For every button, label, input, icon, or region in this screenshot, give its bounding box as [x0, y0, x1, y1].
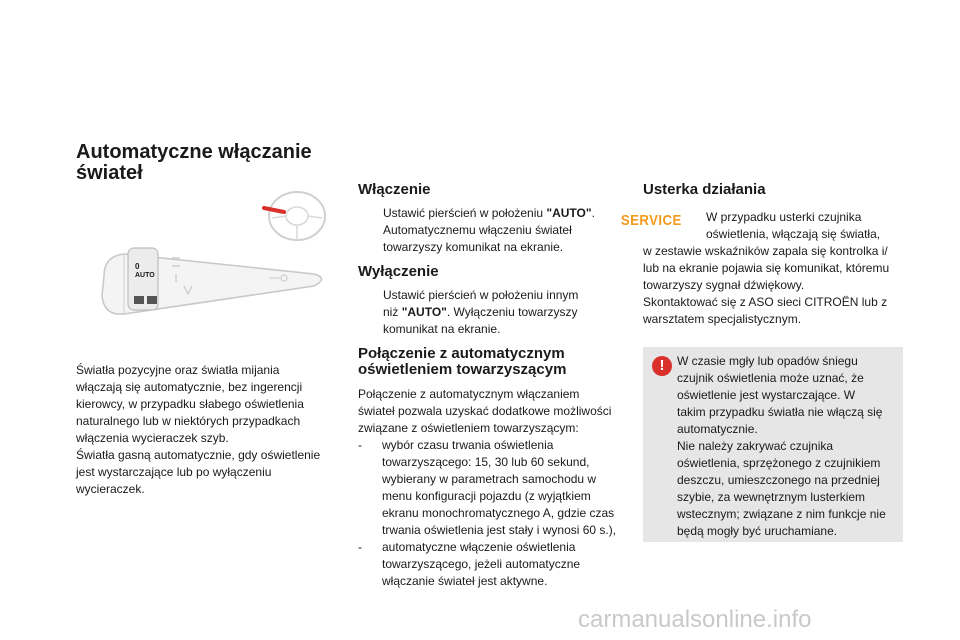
- polaczenie-intro-line: Połączenie z automatycznym włączaniem: [358, 387, 580, 401]
- dash-mark: -: [358, 438, 362, 452]
- usterka-short-text: [706, 209, 906, 243]
- usterka-text: [643, 243, 918, 328]
- wlaczenie-line-3: towarzyszy komunikat na ekranie.: [383, 240, 564, 254]
- service-warning-icon: SERVICE: [617, 209, 686, 233]
- light-stalk-illustration: [84, 186, 344, 336]
- usterka-line: oświetlenia, włączają się światła,: [706, 227, 881, 241]
- page-title-line-1: Automatyczne włączanie: [76, 141, 312, 163]
- left-line: naturalnego lub w niektórych przypadkach: [76, 414, 301, 428]
- usterka-line: warsztatem specjalistycznym.: [643, 312, 802, 326]
- warning-icon: !: [652, 356, 672, 376]
- dash-mark: -: [358, 540, 362, 554]
- stalk-label-auto: AUTO: [135, 272, 155, 279]
- wlaczenie-line-1: [383, 205, 618, 222]
- left-line: Światła gasną automatycznie, gdy oświetlenie: [76, 448, 321, 462]
- warning-line: czujnik oświetlenia może uznać, że: [677, 371, 864, 385]
- warning-line: takim przypadku światła nie włączą się: [677, 405, 883, 419]
- left-line: kierowcy, w przypadku słabego oświetlenia: [76, 397, 304, 411]
- left-line: jest wystarczające lub po wyłączeniu: [76, 465, 272, 479]
- item-line: trwania oświetlenia jest stały i wynosi 60 s.),: [382, 523, 617, 537]
- polaczenie-item-2-text: [382, 539, 622, 590]
- warning-line: będą mogły być uruchamiane.: [677, 524, 838, 538]
- warning-line: oświetlenia, sprzężonego z czujnikiem: [677, 456, 881, 470]
- heading-wylaczenie: Wyłączenie: [358, 263, 439, 280]
- heading-polaczenie-line-1: Połączenie z automatycznym: [358, 345, 565, 362]
- wlaczenie-text: [383, 205, 618, 256]
- item-line: menu konfiguracji pojazdu (z wyjątkiem: [382, 489, 591, 503]
- light-stalk-drawing: [84, 186, 344, 336]
- warning-text: [677, 353, 899, 540]
- wlaczenie-line-1-post: .: [591, 206, 595, 220]
- item-line: włączanie świateł jest aktywne.: [382, 574, 548, 588]
- wylaczenie-line-2-post: . Wyłączeniu towarzyszy: [446, 305, 578, 319]
- auto-label: "AUTO": [401, 305, 447, 319]
- warning-line: oświetlenie jest wystarczające. W: [677, 388, 856, 402]
- wlaczenie-bullet: [363, 205, 633, 257]
- left-line: włączają się automatycznie, bez ingerencji: [76, 380, 303, 394]
- item-line: wybierany w parametrach samochodu w: [382, 472, 597, 486]
- polaczenie-item-1-text: [382, 437, 622, 539]
- item-line: wybór czasu trwania oświetlenia: [382, 438, 554, 452]
- wlaczenie-line-1-pre: Ustawić pierścień w położeniu: [383, 206, 547, 220]
- wylaczenie-text: [383, 287, 618, 338]
- warning-line: deszczu, umieszczonego na przedniej: [677, 473, 880, 487]
- item-line: towarzyszącego, jeżeli automatyczne: [382, 557, 581, 571]
- item-line: towarzyszącego: 15, 30 lub 60 sekund,: [382, 455, 590, 469]
- heading-usterka: Usterka działania: [643, 181, 766, 198]
- page-title: [76, 142, 312, 184]
- usterka-line: W przypadku usterki czujnika: [706, 210, 862, 224]
- auto-label: "AUTO": [546, 206, 592, 220]
- polaczenie-item-2: [358, 539, 628, 591]
- heading-polaczenie-line-2: oświetleniem towarzyszącym: [358, 361, 567, 378]
- watermark-text: carmanualsonline.info: [578, 606, 812, 633]
- warning-line: Nie należy zakrywać czujnika: [677, 439, 834, 453]
- usterka-line: Skontaktować się z ASO sieci CITROËN lub z: [643, 295, 888, 309]
- warning-line: automatycznie.: [677, 422, 758, 436]
- stalk-label-zero: 0: [135, 262, 140, 271]
- wylaczenie-line-3: komunikat na ekranie.: [383, 322, 501, 336]
- left-line: włączenia wycieraczek szyb.: [76, 431, 229, 445]
- usterka-line: towarzyszy sygnał dźwiękowy.: [643, 278, 805, 292]
- item-line: ekranu monochromatycznego A, gdzie czas: [382, 506, 615, 520]
- heading-wlaczenie: Włączenie: [358, 181, 431, 198]
- wylaczenie-line-2-pre: niż: [383, 305, 402, 319]
- heading-polaczenie: [358, 346, 566, 378]
- wylaczenie-bullet: [363, 287, 633, 339]
- item-line: automatyczne włączenie oświetlenia: [382, 540, 576, 554]
- wylaczenie-line-1: Ustawić pierścień w położeniu innym: [383, 288, 579, 302]
- wlaczenie-line-2: Automatycznemu włączeniu świateł: [383, 223, 572, 237]
- wylaczenie-line-2: [383, 304, 618, 321]
- warning-line: wstecznym; związane z nim funkcje nie: [677, 507, 886, 521]
- left-paragraph: [76, 362, 336, 498]
- page-title-line-2: świateł: [76, 162, 143, 184]
- left-line: wycieraczek.: [76, 482, 145, 496]
- warning-line: W czasie mgły lub opadów śniegu: [677, 354, 858, 368]
- polaczenie-item-1: [358, 437, 628, 539]
- usterka-line: w zestawie wskaźników zapala się kontrolka i/: [643, 244, 888, 258]
- polaczenie-intro: [358, 386, 628, 437]
- warning-line: szybie, za wewnętrznym lusterkiem: [677, 490, 866, 504]
- usterka-line: lub na ekranie pojawia się komunikat, któremu: [643, 261, 890, 275]
- polaczenie-intro-line: związane z oświetleniem towarzyszącym:: [358, 421, 579, 435]
- polaczenie-intro-line: świateł pozwala uzyskać dodatkowe możliwości: [358, 404, 612, 418]
- left-line: Światła pozycyjne oraz światła mijania: [76, 363, 280, 377]
